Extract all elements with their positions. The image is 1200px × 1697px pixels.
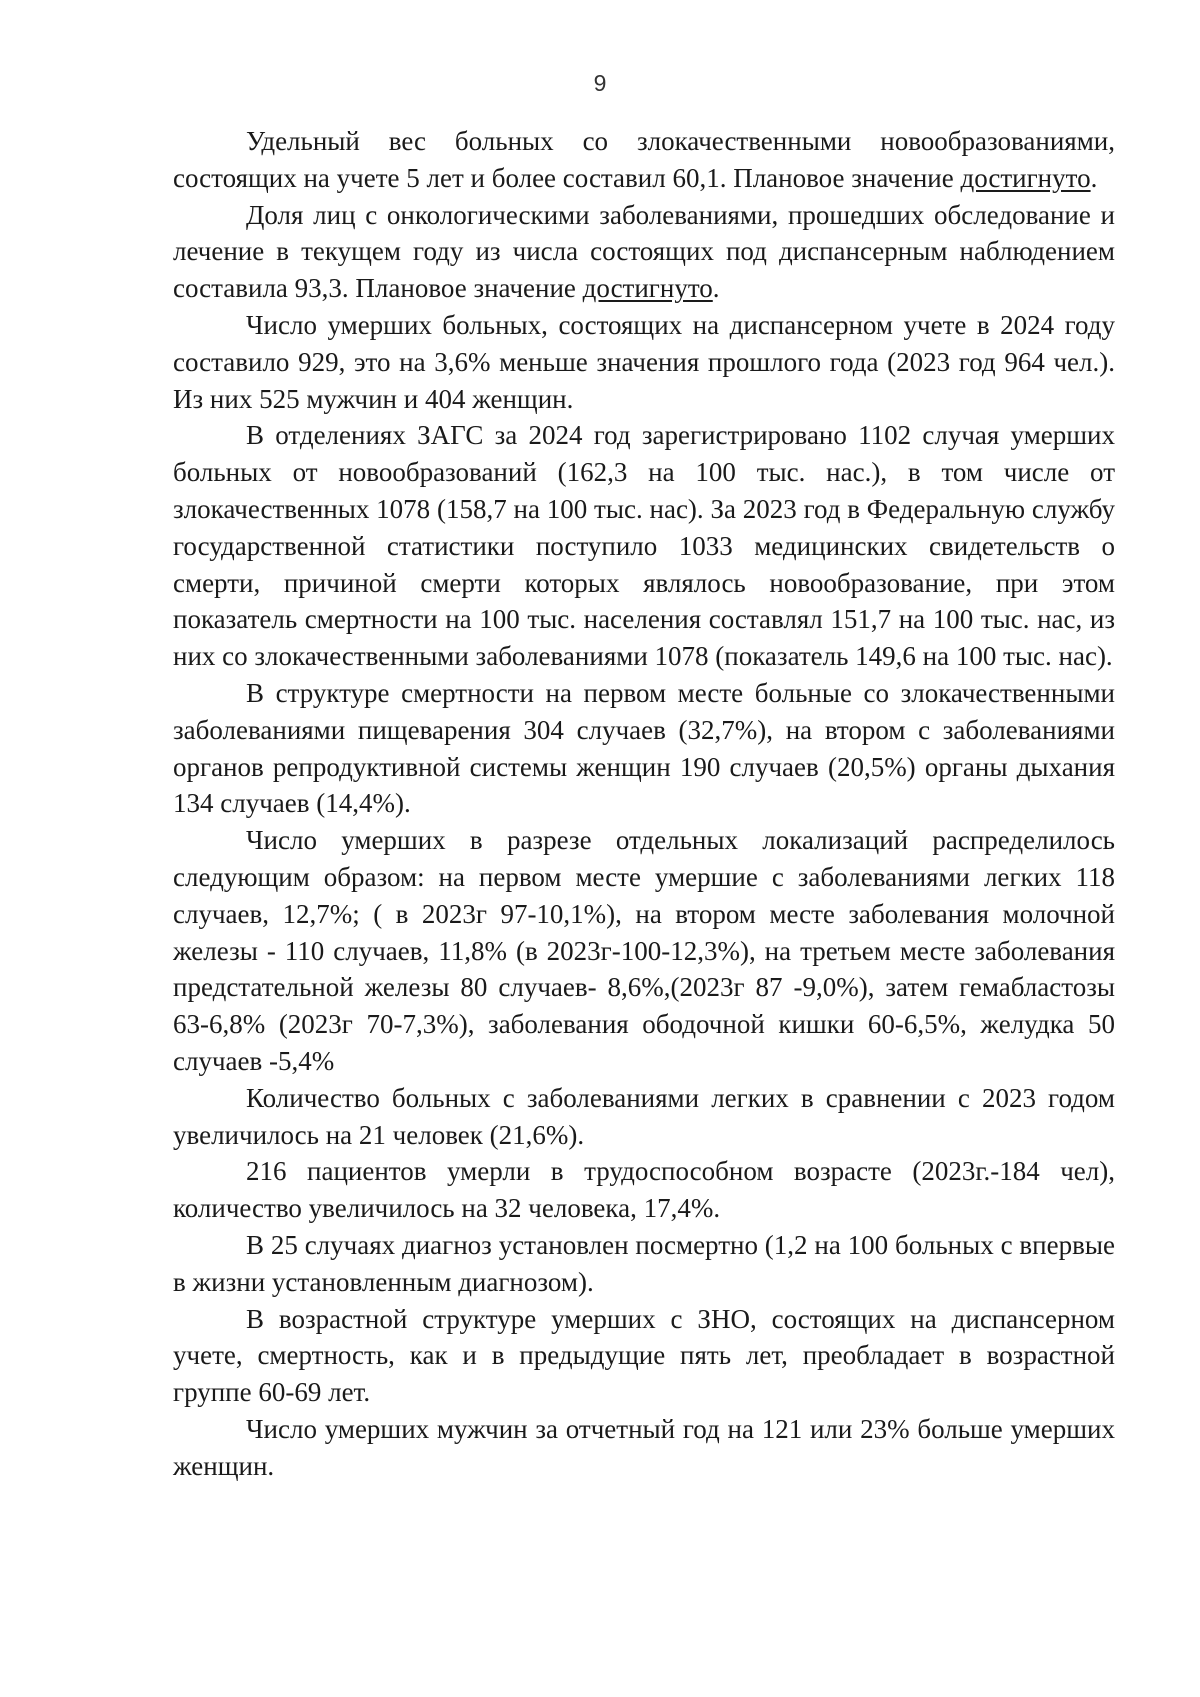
paragraph-tail: . (712, 273, 720, 304)
underlined-status: достигнуто (960, 162, 1091, 193)
paragraph-deaths-total: Число умерших больных, состоящих на диспансерном учете в 2024 году составило 929, это на 3,6% меньше значения прошлого года (2023 год 964 чел.). Из них 525 мужчин и 404 женщин. (173, 309, 1115, 414)
paragraph-age-structure: В возрастной структуре умерших с ЗНО, состоящих на диспансерном учете, смертность, как и в предыдущие пять лет, преобладает в возрастной группе 60-69 лет. (173, 1303, 1115, 1408)
document-body (173, 123, 1115, 1484)
paragraph-lung-disease: Количество больных с заболеваниями легких в сравнении с 2023 годом увеличилось на 21 человек (21,6%). (173, 1082, 1115, 1150)
paragraph-mortality-structure: В структуре смертности на первом месте больные со злокачественными заболеваниями пищеварения 304 случаев (32,7%), на втором с заболеваниями органов репродуктивной системы женщин 190 случаев (20,5%) органы дыхания 134 случаев (14,4%). (173, 677, 1115, 819)
page-number: 9 (593, 70, 607, 96)
paragraph-men-vs-women: Число умерших мужчин за отчетный год на 121 или 23% больше умерших женщин. (173, 1413, 1115, 1481)
paragraph-localizations: Число умерших в разрезе отдельных локализаций распределилось следующим образом: на первом месте умершие с заболеваниями легких 118 случаев, 12,7%; ( в 2023г 97-10,1%), на втором месте заболевания молочной железы - 110 случаев, 11,8% (в 2023г-100-12,3%), на третьем месте заболевания предстательной железы 80 случаев- 8,6%,(2023г 87 -9,0%), затем гемабластозы 63-6,8% (2023г 70-7,3%), заболевания ободочной кишки 60-6,5%, желудка 50 случаев -5,4% (173, 825, 1115, 1076)
paragraph-posthumous-diagnosis: В 25 случаях диагноз установлен посмертно (1,2 на 100 больных с впервые в жизни установленным диагнозом). (173, 1229, 1115, 1297)
paragraph-zags-registry: В отделениях ЗАГС за 2024 год зарегистрировано 1102 случая умерших больных от новообразований (162,3 на 100 тыс. нас.), в том числе от злокачественных 1078 (158,7 на 100 тыс. нас). За 2023 год в Федеральную службу государственной статистики поступило 1033 медицинских свидетельств о смерти, причиной смерти которых являлось новообразование, при этом показатель смертности на 100 тыс. населения составлял 151,7 на 100 тыс. нас, из них со злокачественными заболеваниями 1078 (показатель 149,6 на 100 тыс. нас). (173, 420, 1115, 672)
paragraph-working-age: 216 пациентов умерли в трудоспособном возрасте (2023г.-184 чел), количество увеличилось на 32 человека, 17,4%. (173, 1156, 1115, 1224)
underlined-status: достигнуто (582, 273, 713, 304)
paragraph-share-examined (173, 197, 1115, 307)
paragraph-text: Удельный вес больных со злокачественными новообразованиями, состоящих на учете 5 лет и более составил 60,1. Плановое значение (173, 126, 1115, 193)
paragraph-tail: . (1090, 162, 1098, 193)
paragraph-share-5-years (173, 123, 1115, 197)
paragraph-text: Доля лиц с онкологическими заболеваниями, прошедших обследование и лечение в текущем году из числа состоящих под диспансерным наблюдением составила 93,3. Плановое значение (173, 199, 1115, 304)
